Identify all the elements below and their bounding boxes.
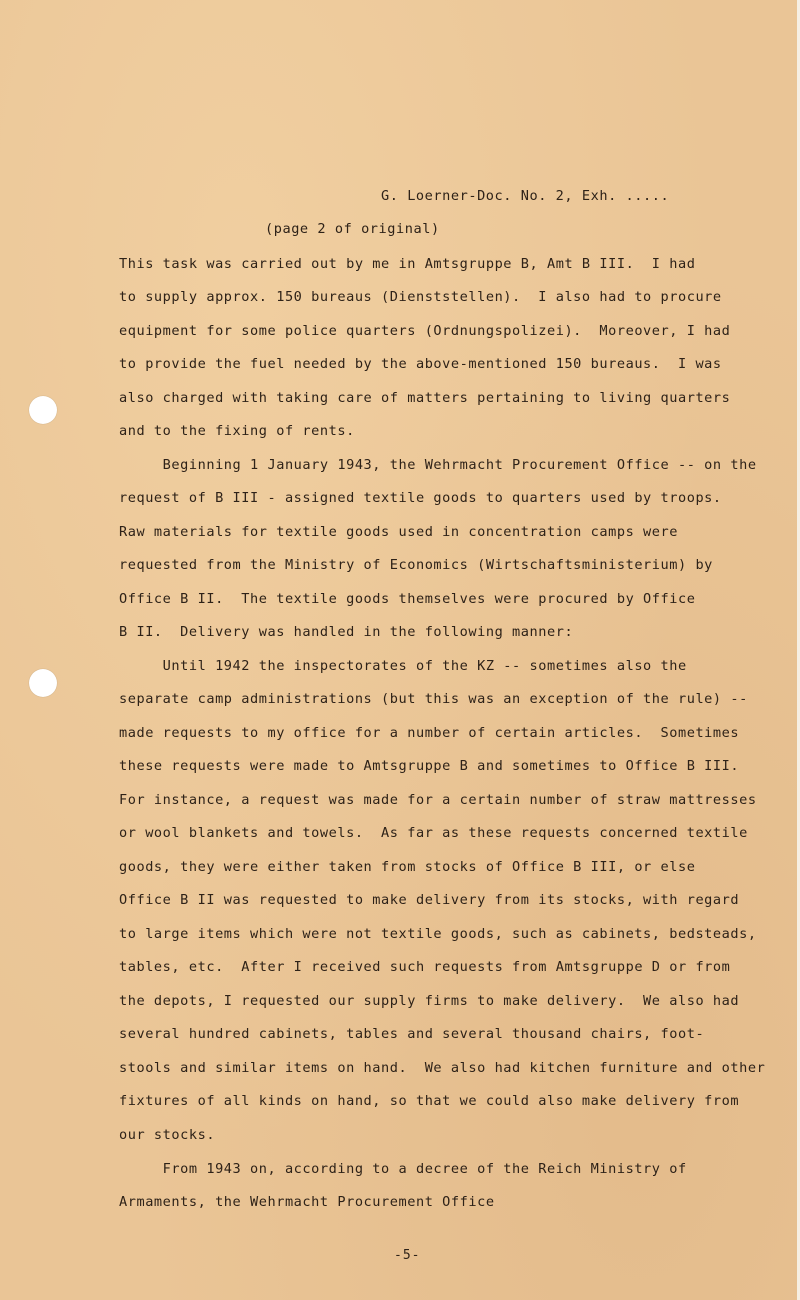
text-line: and to the fixing of rents. xyxy=(119,423,355,439)
text-line: fixtures of all kinds on hand, so that we could also make delivery from xyxy=(119,1093,740,1109)
text-line: tables, etc. After I received such requests from Amtsgruppe D or from xyxy=(119,959,731,975)
text-line: From 1943 on, according to a decree of the Reich Ministry of xyxy=(119,1161,687,1177)
text-line: equipment for some police quarters (Ordnungspolizei). Moreover, I had xyxy=(119,323,731,339)
text-line: goods, they were either taken from stocks of Office B III, or else xyxy=(119,859,696,875)
text-line: Beginning 1 January 1943, the Wehrmacht Procurement Office -- on the xyxy=(119,457,757,473)
original-page-note: (page 2 of original) xyxy=(265,221,440,237)
text-line: made requests to my office for a number of certain articles. Sometimes xyxy=(119,725,740,741)
text-line: the depots, I requested our supply firms to make delivery. We also had xyxy=(119,993,740,1009)
text-line: stools and similar items on hand. We also had kitchen furniture and other xyxy=(119,1060,766,1076)
text-line: Office B II. The textile goods themselves were procured by Office xyxy=(119,591,696,607)
text-line: also charged with taking care of matters pertaining to living quarters xyxy=(119,390,731,406)
text-line: to supply approx. 150 bureaus (Dienststellen). I also had to procure xyxy=(119,289,722,305)
text-line: separate camp administrations (but this was an exception of the rule) -- xyxy=(119,691,748,707)
page-number: -5- xyxy=(394,1248,421,1263)
text-line: requested from the Ministry of Economics (Wirtschaftsministerium) by xyxy=(119,557,713,573)
text-line: or wool blankets and towels. As far as these requests concerned textile xyxy=(119,825,748,841)
punch-hole-upper xyxy=(29,396,57,424)
text-line: to provide the fuel needed by the above-mentioned 150 bureaus. I was xyxy=(119,356,722,372)
text-line: Raw materials for textile goods used in concentration camps were xyxy=(119,524,678,540)
text-line: For instance, a request was made for a certain number of straw mattresses xyxy=(119,792,757,808)
text-line: Until 1942 the inspectorates of the KZ -- sometimes also the xyxy=(119,658,687,674)
text-line: these requests were made to Amtsgruppe B and sometimes to Office B III. xyxy=(119,758,740,774)
text-line: request of B III - assigned textile goods to quarters used by troops. xyxy=(119,490,722,506)
text-line: our stocks. xyxy=(119,1127,216,1143)
text-line: Office B II was requested to make delivery from its stocks, with regard xyxy=(119,892,740,908)
text-line: several hundred cabinets, tables and several thousand chairs, foot- xyxy=(119,1026,705,1042)
text-line: B II. Delivery was handled in the following manner: xyxy=(119,624,574,640)
text-line: This task was carried out by me in Amtsgruppe B, Amt B III. I had xyxy=(119,256,696,272)
punch-hole-lower xyxy=(29,669,57,697)
text-line: Armaments, the Wehrmacht Procurement Office xyxy=(119,1194,495,1210)
text-line: to large items which were not textile goods, such as cabinets, bedsteads, xyxy=(119,926,757,942)
document-reference: G. Loerner-Doc. No. 2, Exh. ..... xyxy=(381,188,670,204)
